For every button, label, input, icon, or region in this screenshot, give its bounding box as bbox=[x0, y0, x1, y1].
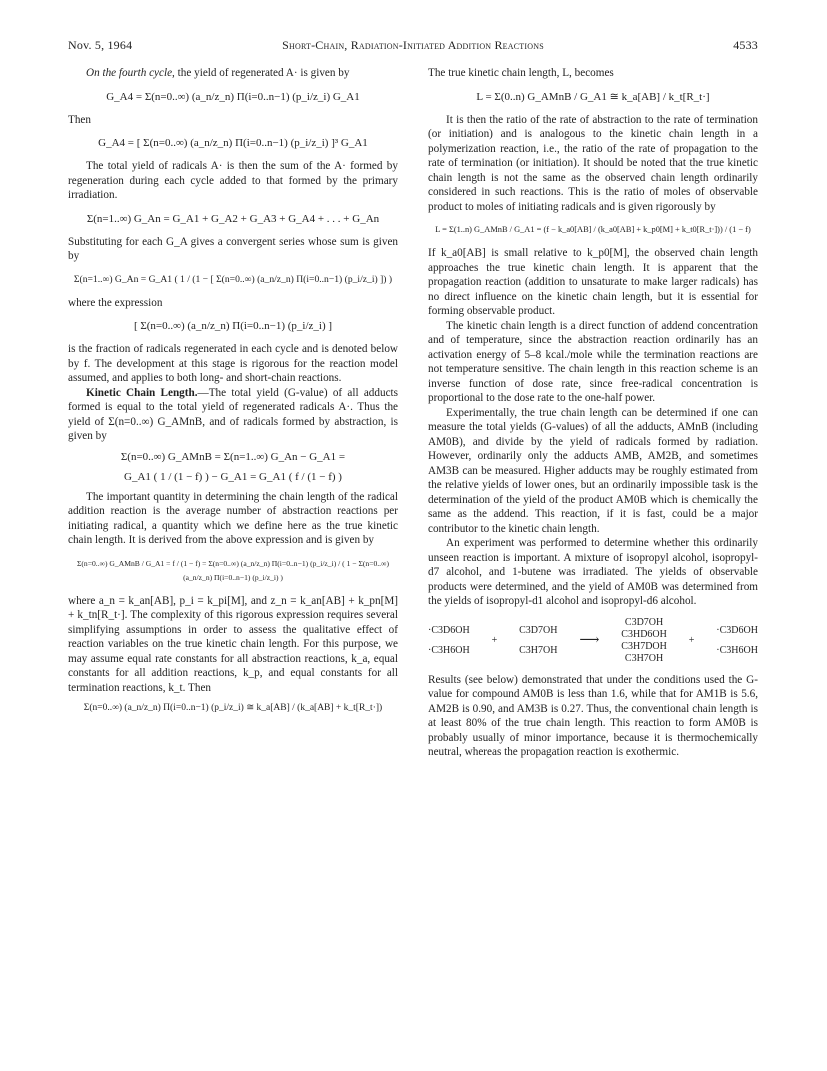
product-alcohols bbox=[621, 617, 667, 665]
equation: G_A1 ( 1 / (1 − f) ) − G_A1 = G_A1 ( f / (1 − f) ) bbox=[124, 470, 342, 483]
paragraph bbox=[68, 66, 398, 81]
header-page-number: 4533 bbox=[733, 38, 758, 52]
italic-phrase: On the fourth cycle, bbox=[86, 67, 175, 79]
paragraph: where the expression bbox=[68, 296, 163, 309]
right-column bbox=[428, 66, 758, 760]
equation: Σ(n=0..∞) G_AMnB = Σ(n=1..∞) G_An − G_A1 = bbox=[120, 450, 346, 463]
paragraph-text: the yield of regenerated A· is given by bbox=[174, 67, 350, 79]
equation: G_A4 = Σ(n=0..∞) (a_n/z_n) Π(i=0..n−1) (p_i/z_i) G_A1 bbox=[106, 90, 360, 103]
plus-sign: + bbox=[688, 634, 695, 646]
reaction-arrow: ⟶ bbox=[579, 632, 600, 648]
paragraph: The true kinetic chain length, L, becomes bbox=[428, 67, 614, 79]
product-radicals bbox=[716, 625, 758, 657]
left-column bbox=[68, 66, 398, 721]
paragraph: The kinetic chain length is a direct function of addend concentration and of temperature, since the abstraction reaction ordinarily has an activation energy of 5–8 kcal./mole while the termination reactions are not temperature sensitive. The chain length in this reaction scheme is an inverse function of dose rate, since free-radical concentration is proportional to the dose rate to the one-half power. bbox=[428, 319, 758, 404]
equation: Σ(n=1..∞) G_An = G_A1 + G_A2 + G_A3 + G_A4 + . . . + G_An bbox=[86, 212, 380, 225]
chem-formula: C3HD6OH bbox=[621, 628, 667, 640]
page-header bbox=[68, 38, 758, 54]
section-heading: Kinetic Chain Length. bbox=[86, 386, 198, 399]
then-label: Then bbox=[68, 113, 91, 126]
paragraph: The total yield of radicals A· is then the sum of the A· formed by regeneration during each cycle added to that formed by the primary irradiation. bbox=[68, 160, 398, 201]
equation: G_A4 = [ Σ(n=0..∞) (a_n/z_n) Π(i=0..n−1) (p_i/z_i) ]³ G_A1 bbox=[98, 137, 368, 149]
paragraph: If k_a0[AB] is small relative to k_p0[M], the observed chain length approaches the true kinetic chain length. It is apparent that the propagation reaction (addition to unsaturate to make larger radicals) has no direct influence on the kinetic chain length, but it is essential for forming observable product. bbox=[428, 247, 758, 317]
paragraph: The important quantity in determining the chain length of the radical addition reaction is the average number of abstraction reactions per initiating radical, a quantity which we define here as the true kinetic chain length. It is derived from the above expression and is given by bbox=[68, 490, 398, 546]
equation: Σ(n=0..∞) G_AMnB / G_A1 = f / (1 − f) = Σ(n=0..∞) (a_n/z_n) Π(i=0..n−1) (p_i/z_i) / ( 1 − Σ(n=0..∞) (a_n/z_n) Π(i=0..n−1) (p_i/z_i) ) bbox=[76, 558, 390, 582]
equation: Σ(n=1..∞) G_An = G_A1 ( 1 / (1 − [ Σ(n=0..∞) (a_n/z_n) Π(i=0..n−1) (p_i/z_i) ]) ) bbox=[73, 273, 393, 285]
paragraph: It is then the ratio of the rate of abstraction to the rate of termination (or initiation) and is analogous to the kinetic chain length in a polymerization reaction, i.e., the ratio of the rate of propagation to the rate of termination (or initiation). It should be noted that the true kinetic chain length is not the same as the observed chain length ordinarily considered in such reactions. This is the ratio of moles of observable product to moles of initiating radicals and is given rigorously by bbox=[428, 113, 758, 213]
reactant-radicals bbox=[428, 625, 470, 657]
paragraph: Substituting for each G_A gives a convergent series whose sum is given by bbox=[68, 235, 398, 262]
plus-sign: + bbox=[491, 634, 498, 646]
paragraph-text: —The total yield (G-value) of all adducts formed is equal to the total yield of regenerated radicals A·. Thus the yield of Σ(n=0..∞) G_AMnB, and of radicals formed by abstraction, is given by bbox=[68, 386, 398, 442]
chem-formula: C3H7OH bbox=[624, 652, 664, 664]
chem-formula: ·C3H6OH bbox=[716, 644, 758, 656]
equation: L = Σ(0..n) G_AMnB / G_A1 ≅ k_a[AB] / k_t[R_t·] bbox=[476, 90, 710, 103]
chem-formula: ·C3D6OH bbox=[428, 624, 470, 636]
header-date: Nov. 5, 1964 bbox=[68, 38, 133, 52]
chem-formula: C3H7DOH bbox=[621, 640, 667, 652]
header-title: Short-Chain, Radiation-Initiated Addition Reactions bbox=[282, 38, 544, 52]
paragraph: An experiment was performed to determine whether this ordinarily unseen reaction is important. A mixture of isopropyl alcohol, isopropyl-d7 alcohol, and 1-butene was irradiated. The yields of observable products were determined, and the yield of AM0B was determined from the yields of isopropyl-d1 alcohol and isopropyl-d6 alcohol. bbox=[428, 537, 758, 607]
chem-formula: C3D7OH bbox=[624, 616, 664, 628]
equation: L = Σ(1..n) G_AMnB / G_A1 = (f − k_a0[AB] / (k_a0[AB] + k_p0[M] + k_t0[R_t·])) / (1 − f) bbox=[435, 225, 751, 234]
paragraph: Results (see below) demonstrated that under the conditions used the G-value for compound AM0B is less than 1.6, while that for AM1B is 5.6, AM2B is 0.90, and AM3B is 0.27. Thus, the conventional chain length is at least 80% of the true chain length. This reaction to form AM0B is probably usually of minor importance, because it is thermochemically neutral, whereas the propagation reaction is exothermic. bbox=[428, 673, 758, 758]
paragraph: Experimentally, the true chain length can be determined if one can measure the total yields (G-values) of all the adducts, AMnB (including AM0B), and divide by the yield of radicals formed by radiation. However, ordinarily only the adducts AMB, AM2B, and sometimes AM3B can be measured. Higher adducts may be roughly estimated from the relative yields of lower ones, but an ordinarily impossible task is the determination of the yield of the product AM0B which is chemically the same as the addend. This reaction, if it is fast, could be a major contributor to the kinetic chain length. bbox=[428, 406, 758, 535]
paragraph: is the fraction of radicals regenerated in each cycle and is denoted below by f. The development at this stage is rigorous for the reaction model assumed, and applies to both long- and short-chain reactions. bbox=[68, 343, 398, 384]
equation: [ Σ(n=0..∞) (a_n/z_n) Π(i=0..n−1) (p_i/z_i) ] bbox=[133, 320, 333, 332]
equation: Σ(n=0..∞) (a_n/z_n) Π(i=0..n−1) (p_i/z_i) ≅ k_a[AB] / (k_a[AB] + k_t[R_t·]) bbox=[83, 703, 383, 713]
paragraph bbox=[68, 386, 398, 444]
reactant-alcohols bbox=[519, 625, 557, 657]
chem-formula: ·C3D6OH bbox=[716, 624, 758, 636]
chem-formula: ·C3H6OH bbox=[428, 644, 470, 656]
chem-formula: C3D7OH bbox=[519, 624, 558, 636]
paragraph: where a_n = k_an[AB], p_i = k_pi[M], and z_n = k_an[AB] + k_pn[M] + k_tn[R_t·]. The complexity of this rigorous expression requires several simplifying assumptions in order to assess the qualitative effect of reaction variables on the true kinetic chain length. For this purpose, we may assume equal rate constants for all abstraction reactions, k_a, equal constants for all addition reactions, k_p, and equal constants for all termination reactions, k_t. Then bbox=[68, 594, 398, 694]
reaction-scheme bbox=[428, 617, 758, 665]
chem-formula: C3H7OH bbox=[519, 644, 558, 656]
